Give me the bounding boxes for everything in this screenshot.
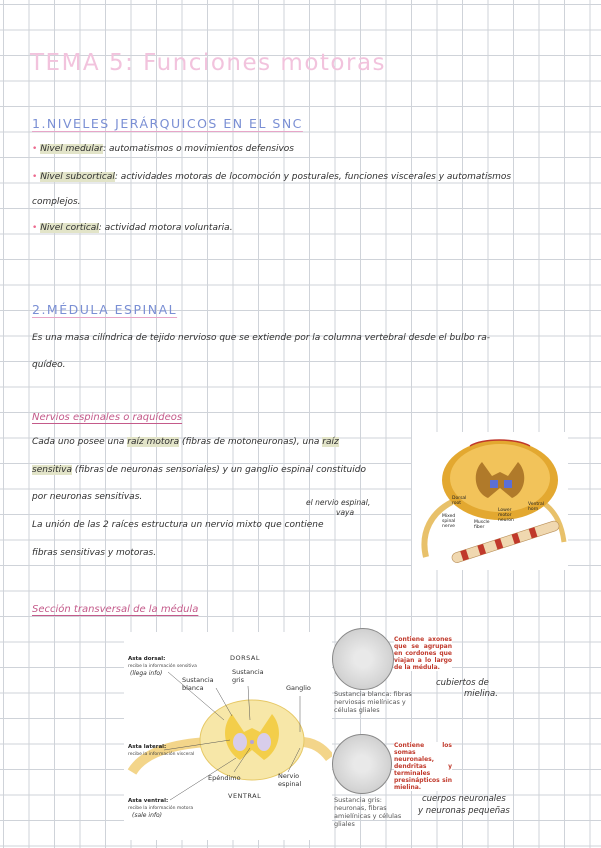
white-matter-note: Contiene axones que se agrupan en cordones que viajan a lo largo de la médula. bbox=[394, 636, 452, 671]
nervio-espinal-label: Nervio espinal bbox=[278, 772, 302, 788]
lower-motor-neuron-label: Lower motor neuron bbox=[498, 508, 514, 523]
item-text: : actividad motora voluntaria. bbox=[98, 223, 233, 233]
paragraph-line: fibras sensitivas y motoras. bbox=[32, 548, 157, 558]
item-term: Nivel subcortical bbox=[40, 172, 115, 182]
white-matter-label: Sustancia blanca: fibras nerviosas mielínicas y células gliales bbox=[334, 690, 412, 714]
dorsal-root-label: Dorsal root bbox=[452, 496, 467, 506]
nervios-heading: Nervios espinales o raquídeos bbox=[32, 412, 183, 423]
spinal-cord-illustration bbox=[412, 432, 568, 570]
spinal-cord-figure bbox=[412, 432, 568, 570]
list-item-continuation: complejos. bbox=[32, 197, 81, 207]
asta-lateral-title: Asta lateral: bbox=[128, 744, 167, 750]
bullet-icon: • bbox=[32, 144, 38, 154]
paragraph-line bbox=[32, 437, 339, 447]
list-item bbox=[32, 223, 233, 233]
paragraph-line: quídeo. bbox=[32, 360, 66, 370]
gray-matter-label: Sustancia gris: neuronas, fibras amielínicas y células gliales bbox=[334, 796, 402, 828]
ependimo-label: Epéndimo bbox=[208, 774, 241, 782]
white-matter-micrograph bbox=[332, 628, 394, 690]
mixed-spinal-nerve-label: Mixed spinal nerve bbox=[442, 514, 456, 529]
dorsal-label: DORSAL bbox=[230, 654, 260, 662]
bullet-icon: • bbox=[32, 223, 38, 233]
highlight-text: raíz bbox=[322, 437, 339, 447]
ganglio-label: Ganglio bbox=[286, 684, 311, 692]
item-text: : automatismos o movimientos defensivos bbox=[103, 144, 294, 154]
text: (fibras de neuronas sensoriales) y un ganglio espinal constituido bbox=[72, 465, 366, 475]
paragraph-line: La unión de las 2 raíces estructura un nervio mixto que contiene bbox=[32, 520, 324, 530]
paragraph-line: Es una masa cilíndrica de tejido nervioso que se extiende por la columna vertebral desde el bulbo ra- bbox=[32, 333, 490, 343]
asta-dorsal-note: (llega info) bbox=[130, 670, 163, 677]
asta-lateral-desc: recibe la información visceral bbox=[128, 752, 195, 757]
white-matter-hand-note: mielina. bbox=[464, 689, 498, 699]
asta-ventral-note: (sale info) bbox=[132, 812, 163, 819]
sustancia-blanca-label: Sustancia blanca bbox=[182, 676, 214, 692]
page-title: TEMA 5: Funciones motoras bbox=[30, 50, 387, 76]
paragraph-line bbox=[32, 465, 366, 475]
ventral-label: VENTRAL bbox=[228, 792, 262, 800]
asta-dorsal-desc: recibe la información sensitiva bbox=[128, 664, 197, 669]
item-term: Nivel cortical bbox=[40, 223, 99, 233]
asta-ventral-desc: recibe la información motora bbox=[128, 806, 194, 811]
handwritten-note: el nervio espinal, bbox=[306, 498, 371, 507]
muscle-fiber-label: Muscle fiber bbox=[474, 520, 490, 530]
text: Cada uno posee una bbox=[32, 437, 128, 447]
ventral-horn-label: Ventral horn bbox=[528, 502, 544, 512]
gray-matter-hand-note: cuerpos neuronales bbox=[422, 794, 506, 804]
paragraph-line: por neuronas sensitivas. bbox=[32, 492, 143, 502]
asta-dorsal-title: Asta dorsal: bbox=[128, 656, 166, 662]
section-2-heading: 2.MÉDULA ESPINAL bbox=[32, 302, 178, 317]
bullet-icon: • bbox=[32, 172, 38, 182]
gray-matter-micrograph bbox=[332, 734, 392, 794]
gray-matter-hand-note: y neuronas pequeñas bbox=[418, 806, 510, 816]
asta-ventral-title: Asta ventral: bbox=[128, 798, 169, 804]
seccion-heading: Sección transversal de la médula bbox=[32, 604, 199, 615]
gray-matter-note: Contiene los somas neuronales, dendritas y terminales presinápticos sin mielina. bbox=[394, 742, 452, 791]
highlight-text: raíz motora bbox=[127, 437, 180, 447]
item-term: Nivel medular bbox=[40, 144, 104, 154]
text: (fibras de motoneuronas), una bbox=[179, 437, 323, 447]
section-1-heading: 1.NIVELES JERÁRQUICOS EN EL SNC bbox=[32, 116, 303, 131]
highlight-text: sensitiva bbox=[32, 465, 72, 475]
item-text: : actividades motoras de locomoción y posturales, funciones viscerales y automatismos bbox=[114, 172, 512, 182]
list-item bbox=[32, 144, 294, 154]
list-item bbox=[32, 172, 511, 182]
cross-section-figure bbox=[124, 632, 332, 840]
handwritten-note: vaya bbox=[336, 508, 355, 517]
white-matter-hand-note: cubiertos de bbox=[436, 678, 489, 688]
sustancia-gris-label: Sustancia gris bbox=[232, 668, 264, 684]
